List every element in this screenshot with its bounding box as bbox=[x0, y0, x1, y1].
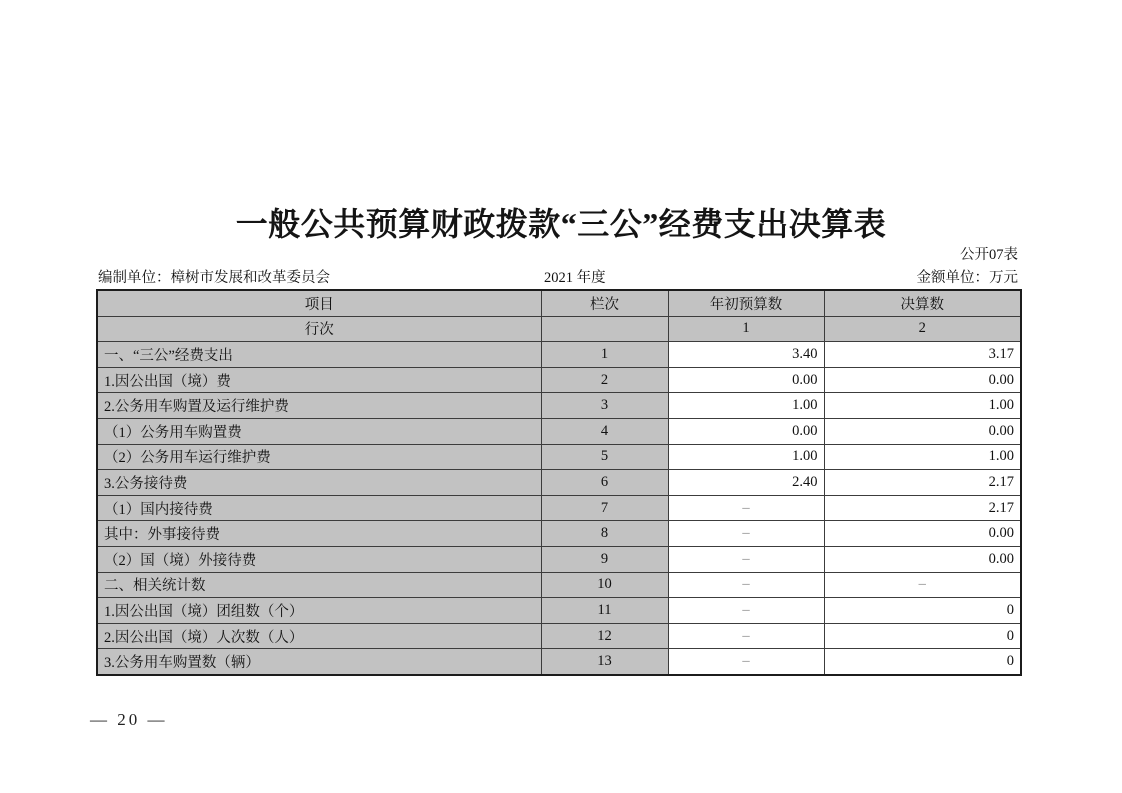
fiscal-year-label: 2021 年度 bbox=[544, 270, 606, 286]
item-label: （1）公务用车购置费 bbox=[97, 418, 541, 444]
budget-value: 1.00 bbox=[668, 444, 824, 470]
header-row-columns bbox=[97, 290, 1021, 316]
final-value: 1.00 bbox=[824, 393, 1021, 419]
budget-value: 3.40 bbox=[668, 342, 824, 368]
column-header-budget: 年初预算数 bbox=[668, 290, 824, 316]
column-header-index: 栏次 bbox=[541, 290, 668, 316]
line-number: 6 bbox=[541, 470, 668, 496]
budget-value: 2.40 bbox=[668, 470, 824, 496]
line-number: 12 bbox=[541, 623, 668, 649]
budget-value: – bbox=[668, 598, 824, 624]
final-value: 0.00 bbox=[824, 546, 1021, 572]
line-number: 13 bbox=[541, 649, 668, 675]
table-row bbox=[97, 649, 1021, 675]
page-title: 一般公共预算财政拨款“三公”经费支出决算表 bbox=[235, 206, 887, 242]
budget-value: – bbox=[668, 623, 824, 649]
budget-value: – bbox=[668, 521, 824, 547]
table-meta-row bbox=[96, 266, 1020, 286]
line-number: 11 bbox=[541, 598, 668, 624]
item-label: 二、相关统计数 bbox=[97, 572, 541, 598]
budget-value: 0.00 bbox=[668, 367, 824, 393]
item-label: 其中：外事接待费 bbox=[97, 521, 541, 547]
budget-value: – bbox=[668, 546, 824, 572]
final-value: 0.00 bbox=[824, 418, 1021, 444]
line-number: 7 bbox=[541, 495, 668, 521]
table-row bbox=[97, 495, 1021, 521]
final-col-number: 2 bbox=[824, 316, 1021, 342]
table-row bbox=[97, 572, 1021, 598]
line-number: 10 bbox=[541, 572, 668, 598]
final-value: 0 bbox=[824, 649, 1021, 675]
final-value: 2.17 bbox=[824, 470, 1021, 496]
table-row bbox=[97, 521, 1021, 547]
final-value: 1.00 bbox=[824, 444, 1021, 470]
final-value: – bbox=[824, 572, 1021, 598]
table-code-label: 公开07表 bbox=[960, 247, 1018, 263]
table-row bbox=[97, 470, 1021, 496]
item-label: 2.公务用车购置及运行维护费 bbox=[97, 393, 541, 419]
table-row bbox=[97, 418, 1021, 444]
three-public-expense-table bbox=[96, 289, 1022, 676]
table-row bbox=[97, 367, 1021, 393]
final-value: 2.17 bbox=[824, 495, 1021, 521]
item-label: （2）公务用车运行维护费 bbox=[97, 444, 541, 470]
line-number: 5 bbox=[541, 444, 668, 470]
item-label: 3.公务接待费 bbox=[97, 470, 541, 496]
final-value: 0 bbox=[824, 598, 1021, 624]
item-label: 1.因公出国（境）费 bbox=[97, 367, 541, 393]
table-body bbox=[97, 342, 1021, 675]
budget-col-number: 1 bbox=[668, 316, 824, 342]
item-label: 1.因公出国（境）团组数（个） bbox=[97, 598, 541, 624]
item-label: （2）国（境）外接待费 bbox=[97, 546, 541, 572]
line-number: 2 bbox=[541, 367, 668, 393]
column-header-final: 决算数 bbox=[824, 290, 1021, 316]
budget-value: – bbox=[668, 649, 824, 675]
item-label: 2.因公出国（境）人次数（人） bbox=[97, 623, 541, 649]
budget-value: – bbox=[668, 572, 824, 598]
page-number: — 20 — bbox=[90, 710, 168, 729]
item-label: （1）国内接待费 bbox=[97, 495, 541, 521]
prepared-by-label: 编制单位：樟树市发展和改革委员会 bbox=[98, 270, 330, 286]
empty-header-cell bbox=[541, 316, 668, 342]
table-row bbox=[97, 342, 1021, 368]
table-row bbox=[97, 623, 1021, 649]
amount-unit-label: 金额单位：万元 bbox=[916, 270, 1018, 286]
table-row bbox=[97, 546, 1021, 572]
final-value: 0.00 bbox=[824, 367, 1021, 393]
line-number: 3 bbox=[541, 393, 668, 419]
final-value: 0.00 bbox=[824, 521, 1021, 547]
budget-value: 1.00 bbox=[668, 393, 824, 419]
table-row bbox=[97, 598, 1021, 624]
table-row bbox=[97, 444, 1021, 470]
item-label: 一、“三公”经费支出 bbox=[97, 342, 541, 368]
line-number: 8 bbox=[541, 521, 668, 547]
item-label: 3.公务用车购置数（辆） bbox=[97, 649, 541, 675]
line-number: 1 bbox=[541, 342, 668, 368]
budget-value: – bbox=[668, 495, 824, 521]
table-row bbox=[97, 393, 1021, 419]
line-number: 4 bbox=[541, 418, 668, 444]
budget-value: 0.00 bbox=[668, 418, 824, 444]
row-label-cell: 行次 bbox=[97, 316, 541, 342]
header-row-line bbox=[97, 316, 1021, 342]
column-header-item: 项目 bbox=[97, 290, 541, 316]
final-value: 0 bbox=[824, 623, 1021, 649]
final-value: 3.17 bbox=[824, 342, 1021, 368]
line-number: 9 bbox=[541, 546, 668, 572]
